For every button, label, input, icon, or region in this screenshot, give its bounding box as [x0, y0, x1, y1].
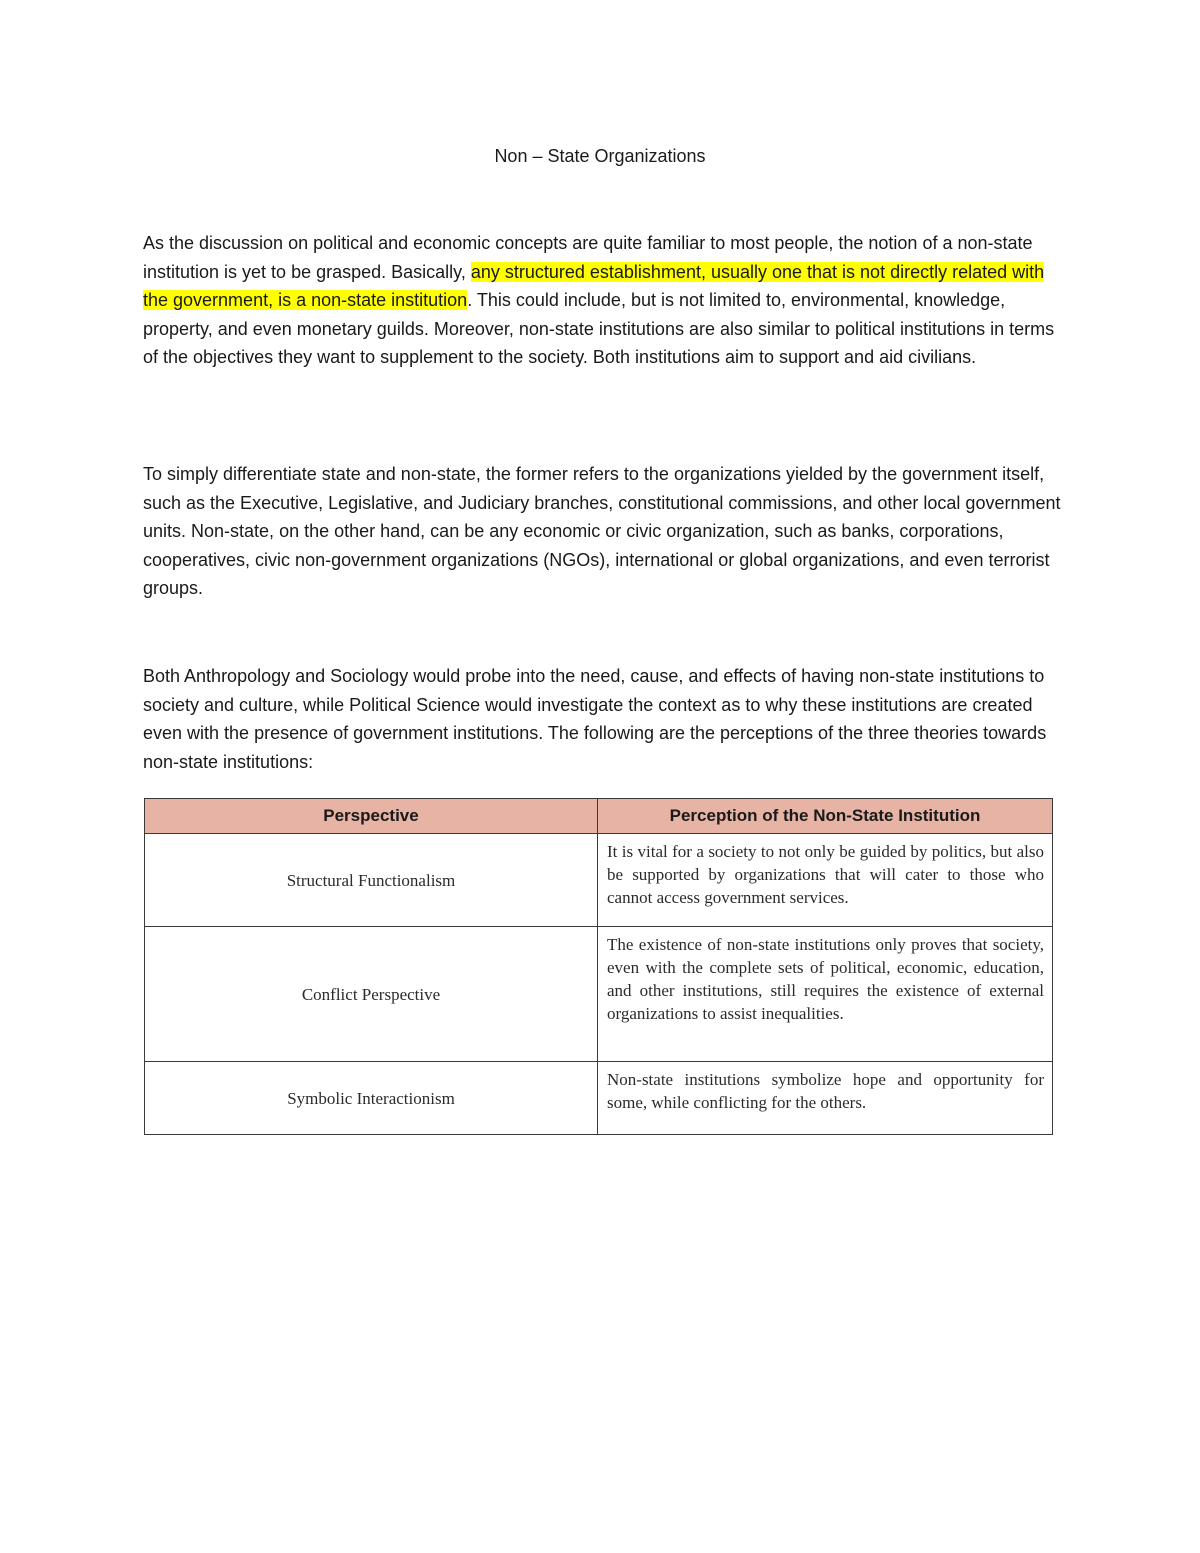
table-row [145, 927, 1053, 1062]
perspective-cell: Structural Functionalism [145, 834, 598, 927]
paragraph-state-vs-nonstate: To simply differentiate state and non-state, the former refers to the organizations yielded by the government itself, such as the Executive, Legislative, and Judiciary branches, constitutional commissions, and other local government units. Non-state, on the other hand, can be any economic or civic organization, such as banks, corporations, cooperatives, civic non-government organizations (NGOs), international or global organizations, and even terrorist groups. [143, 464, 1061, 599]
perception-cell: The existence of non-state institutions only proves that society, even with the complete sets of political, economic, education, and other institutions, still requires the existence of external organizations to assist inequalities. [598, 927, 1053, 1062]
paragraph-intro [143, 229, 1061, 372]
highlighted-definition: any structured establishment, usually one that is not directly related with the government, is a non-state institution [143, 261, 1045, 311]
table-header-row [145, 799, 1053, 834]
table-header-perspective: Perspective [145, 799, 598, 834]
paragraph-intro-end: . This could include, but is not limited to, environmental, knowledge, property, and even monetary guilds. Moreover, non-state institutions are also similar to political institutions in terms of the objectives they want to supplement to the society. Both institutions aim to support and aid civilians. [143, 290, 1055, 368]
table-header-perception: Perception of the Non-State Institution [598, 799, 1053, 834]
paragraph-theories: Both Anthropology and Sociology would probe into the need, cause, and effects of having non-state institutions to society and culture, while Political Science would investigate the context as to why these institutions are created even with the presence of government institutions. The following are the perceptions of the three theories towards non-state institutions: [143, 666, 1047, 772]
perspectives-table [144, 798, 1053, 1135]
table-row [145, 1062, 1053, 1135]
table-row [145, 834, 1053, 927]
paragraph-intro-start: As the discussion on political and economic concepts are quite familiar to most people, the notion of a non-state institution is yet to be grasped. Basically, [143, 233, 1033, 282]
perspective-cell: Symbolic Interactionism [145, 1062, 598, 1135]
perception-cell: Non-state institutions symbolize hope and opportunity for some, while conflicting for the others. [598, 1062, 1053, 1135]
perception-cell: It is vital for a society to not only be guided by politics, but also be supported by organizations that will cater to those who cannot access government services. [598, 834, 1053, 927]
perspective-cell: Conflict Perspective [145, 927, 598, 1062]
page-title: Non – State Organizations [494, 146, 706, 166]
